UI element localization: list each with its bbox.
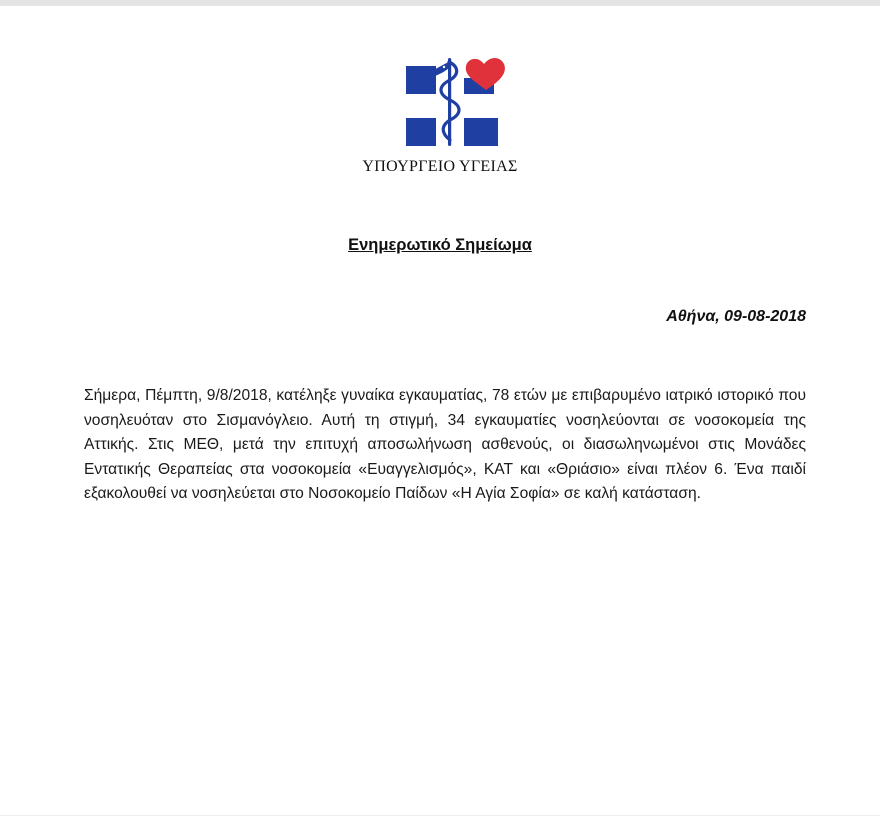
caduceus-cross-icon <box>400 52 512 152</box>
document-date: Αθήνα, 09-08-2018 <box>666 308 806 325</box>
ministry-name: ΥΠΟΥΡΓΕΙΟ ΥΓΕΙΑΣ <box>362 158 518 175</box>
document-title: Ενημερωτικό Σημείωμα <box>348 236 532 254</box>
ministry-logo <box>400 52 512 152</box>
document-body-paragraph: Σήμερα, Πέμπτη, 9/8/2018, κατέληξε γυναίκα εγκαυματίας, 78 ετών με επιβαρυμένο ιατρικό ιστορικό που νοσηλευόταν στο Σισμανόγλειο. Αυτή τη στιγμή, 34 εγκαυματίες νοσηλεύονται σε νοσοκομεία της Αττικής. Στις ΜΕΘ, μετά την επιτυχή αποσωλήνωση ασθενούς, οι διασωληνωμένοι στις Μονάδες Εντατικής Θεραπείας στα νοσοκομεία «Ευαγγελισμός», ΚΑΤ και «Θριάσιο» είναι πλέον 6. Ένα παιδί εξακολουθεί να νοσηλεύεται στο Νοσοκομείο Παίδων «Η Αγία Σοφία» σε καλή κατάσταση. <box>84 387 806 503</box>
